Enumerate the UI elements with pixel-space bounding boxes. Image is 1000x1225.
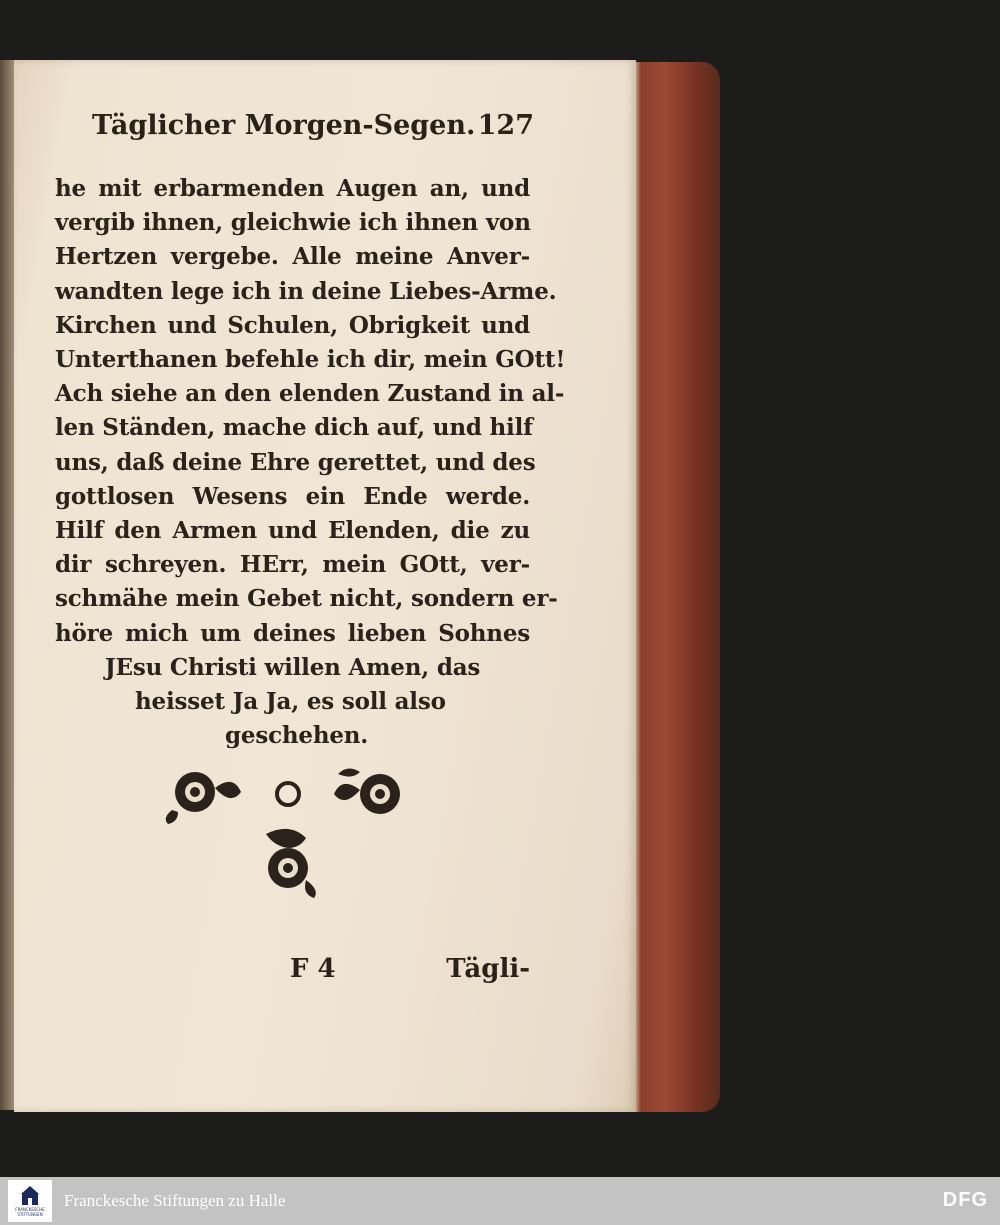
- text-line: geschehen.: [225, 722, 369, 750]
- text-line: vergib ihnen, gleichwie ich ihnen von: [55, 209, 531, 237]
- running-head-title: Täglicher Morgen-Segen.: [92, 109, 476, 141]
- text-line: len Ständen, mache dich auf, und hilf: [55, 414, 533, 442]
- text-line: Kirchen und Schulen, Obrigkeit und: [55, 311, 530, 339]
- text-line: JEsu Christi willen Amen, das: [104, 653, 481, 681]
- text-line: Unterthanen befehle ich dir, mein GOtt!: [55, 346, 566, 374]
- catchword: Tägli-: [446, 954, 530, 984]
- text-line: dir schreyen. HErr, mein GOtt, ver-: [55, 551, 530, 579]
- text-line: wandten lege ich in deine Liebes-Arme.: [55, 277, 557, 305]
- body-text: [55, 172, 566, 753]
- text-line: Hertzen vergebe. Alle meine Anver-: [55, 243, 530, 271]
- text-line: uns, daß deine Ehre gerettet, und des: [55, 448, 536, 476]
- text-line: Ach siehe an den elenden Zustand in al-: [55, 380, 565, 408]
- text-line: Hilf den Armen und Elenden, die zu: [55, 517, 530, 545]
- signature-mark: F 4: [290, 954, 336, 984]
- text-line: heisset Ja Ja, es soll also: [135, 688, 446, 716]
- floral-ornament-icon: [160, 760, 420, 900]
- footer-bar: [0, 1177, 1000, 1225]
- text-line: he mit erbarmenden Augen an, und: [55, 175, 530, 202]
- building-icon: [19, 1185, 41, 1207]
- text-line: höre mich um deines lieben Sohnes: [55, 619, 530, 647]
- text-line: gottlosen Wesens ein Ende werde.: [55, 482, 530, 510]
- logo-caption: FRANCKESCHE STIFTUNGEN: [15, 1207, 45, 1217]
- dfg-logo[interactable]: DFG: [942, 1189, 988, 1211]
- page-footer: [290, 948, 530, 992]
- printers-ornament: [160, 760, 420, 900]
- institution-name[interactable]: Franckesche Stiftungen zu Halle: [64, 1191, 286, 1210]
- text-line: schmähe mein Gebet nicht, sondern er-: [55, 585, 558, 613]
- institution-logo[interactable]: [8, 1180, 52, 1222]
- page-number: 127: [477, 109, 534, 141]
- book-cover-edge: [628, 62, 720, 1112]
- running-header: [92, 103, 534, 147]
